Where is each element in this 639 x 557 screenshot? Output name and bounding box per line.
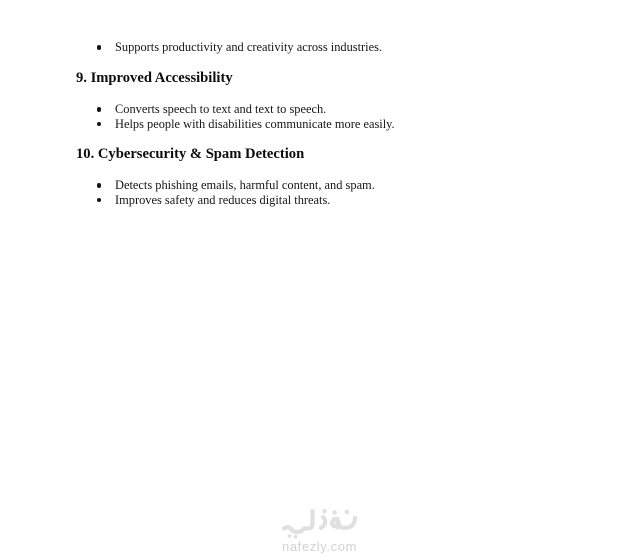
list-item-text: Supports productivity and creativity across industries. (115, 40, 383, 54)
list-item (115, 102, 326, 117)
watermark-site-text: nafezly.com (282, 539, 357, 554)
list-item (115, 193, 330, 208)
list-item (115, 178, 375, 193)
list-item (115, 117, 395, 132)
nafezly-watermark (0, 508, 639, 554)
bullet-icon (97, 107, 101, 111)
section-heading: 9. Improved Accessibility (76, 70, 233, 86)
bullet-icon (97, 183, 101, 187)
section-heading: 10. Cybersecurity & Spam Detection (76, 146, 305, 162)
list-item-text: Detects phishing emails, harmful content, and spam. (115, 178, 375, 192)
bullet-icon (97, 198, 101, 202)
list-item (115, 40, 382, 55)
nafezly-logo-icon (281, 508, 359, 539)
list-item-text: Improves safety and reduces digital threats. (115, 192, 331, 207)
list-item-text: Helps people with disabilities communicate more easily. (115, 116, 395, 131)
bullet-icon (97, 122, 101, 126)
bullet-icon (97, 45, 101, 49)
list-item-text: Converts speech to text and text to speech. (115, 102, 327, 116)
